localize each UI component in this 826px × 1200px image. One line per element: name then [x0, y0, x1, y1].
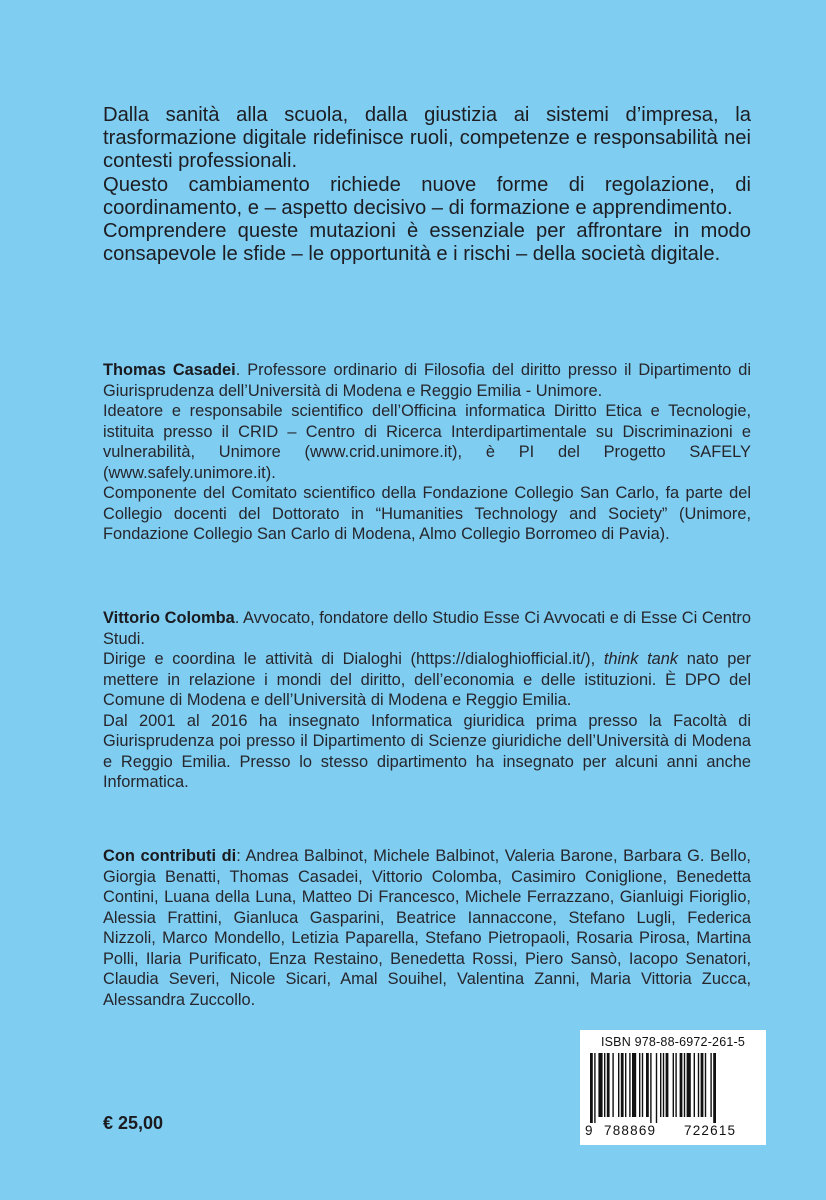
barcode-bar: [666, 1053, 669, 1117]
barcode-bar: [673, 1053, 674, 1117]
ean-right-digits: 722615: [684, 1123, 737, 1138]
ean-first-digit: 9: [585, 1123, 594, 1138]
barcode-bar: [639, 1053, 640, 1117]
barcode-bar: [710, 1053, 711, 1117]
author-name: Thomas Casadei: [103, 361, 236, 379]
contributors-label: Con contributi di: [103, 847, 237, 865]
author-bio-paragraph: Ideatore e responsabile scientifico dell’Officina informatica Diritto Etica e Tecnologie, istituita presso il CRID – Centro di Ricerca Interdipartimentale su Discriminazioni e vulnerabilità, Unimore (www.crid.unimore.it), è PI del Progetto SAFELY (www.safely.unimore.it).: [103, 402, 751, 482]
author-name: Vittorio Colomba: [103, 609, 235, 627]
barcode-bar: [705, 1053, 706, 1117]
isbn-number: ISBN 978-88-6972-261-5: [600, 1035, 746, 1049]
barcode-bar: [684, 1053, 685, 1117]
barcode-bar: [698, 1053, 699, 1117]
barcode-bar: [621, 1053, 624, 1117]
barcode-bar: [656, 1053, 657, 1123]
barcode-bar: [663, 1053, 664, 1117]
barcode-bar: [612, 1053, 613, 1117]
blurb-paragraph: Questo cambiamento richiede nuove forme di regolazione, di coordinamento, e – aspetto decisivo – di formazione e apprendimento.: [103, 173, 751, 219]
barcode-bar: [625, 1053, 626, 1117]
isbn-barcode-block: [580, 1030, 766, 1145]
barcode-bar: [594, 1053, 595, 1123]
barcode-bar: [632, 1053, 636, 1117]
barcode-icon: [590, 1053, 760, 1123]
contributors-paragraph: [103, 846, 751, 1010]
author-bio-text: nato per mettere in relazione i mondi del diritto, dell’economia e delle istituzioni. È DPO del Comune di Modena e dell’Università di Modena e Reggio Emilia.: [103, 650, 751, 709]
author-bio-text: Dirige e coordina le attività di Dialoghi (https://dialoghiofficial.it/),: [103, 650, 604, 668]
author-bio-text: . Professore ordinario di Filosofia del diritto presso il Dipartimento di Giurisprudenza dell’Università di Modena e Reggio Emilia - Unimore.: [103, 361, 752, 400]
barcode-bar: [618, 1053, 619, 1117]
author-bio-text: . Avvocato, fondatore dello Studio Esse Ci Avvocati e di Esse Ci Centro Studi.: [103, 609, 752, 648]
author-bio-paragraph: Componente del Comitato scientifico della Fondazione Collegio San Carlo, fa parte del Collegio docenti del Dottorato in “Humanities Technology and Society” (Unimore, Fondazione Collegio San Carlo di Modena, Almo Collegio Borromeo di Pavia).: [103, 484, 751, 543]
think-tank-italic: think tank: [603, 650, 679, 668]
blurb: [103, 104, 751, 266]
author-bio-casadei: [103, 360, 751, 545]
contributors-list: [103, 846, 751, 1010]
barcode-bar: [675, 1053, 676, 1117]
barcode-bar: [629, 1053, 630, 1117]
author-bio-paragraph: [103, 608, 751, 649]
author-bio-paragraph: [103, 649, 751, 711]
barcode-bar: [687, 1053, 691, 1117]
author-bio-paragraph: Dal 2001 al 2016 ha insegnato Informatica giuridica prima presso la Facoltà di Giurisprudenza poi presso il Dipartimento di Scienze giuridiche dell’Università di Modena e Reggio Emilia. Presso lo stesso dipartimento ha insegnato per alcuni anni anche Informatica.: [103, 711, 751, 791]
barcode-bar: [598, 1053, 602, 1117]
barcode-bar: [646, 1053, 649, 1117]
author-bio-paragraph: [103, 360, 751, 401]
barcode-bar: [660, 1053, 661, 1117]
price-label: € 25,00: [103, 1113, 164, 1133]
barcode-bar: [713, 1053, 716, 1123]
blurb-paragraph: Dalla sanità alla scuola, dalla giustizia ai sistemi d’impresa, la trasformazione digitale ridefinisce ruoli, competenze e responsabilità nei contesti professionali.: [103, 104, 751, 173]
barcode-bar: [680, 1053, 683, 1117]
barcode-bar: [607, 1053, 610, 1117]
ean-left-digits: 788869: [604, 1123, 657, 1138]
barcode-bar: [650, 1053, 651, 1123]
author-bio-colomba: [103, 608, 751, 793]
barcode-bar: [604, 1053, 605, 1117]
barcode-bar: [701, 1053, 704, 1117]
barcode-bar: [590, 1053, 593, 1123]
contributors-names: : Andrea Balbinot, Michele Balbinot, Valeria Barone, Barbara G. Bello, Giorgia Benatti, Thomas Casadei, Vittorio Colomba, Casimiro Coniglione, Benedetta Contini, Luana della Luna, Matteo Di Francesco, Michele Ferrazzano, Gianluigi Fioriglio, Alessia Frattini, Gianluca Gasparini, Beatrice Iannaccone, Stefano Lugli, Federica Nizzoli, Marco Mondello, Letizia Paparella, Stefano Pietropaoli, Rosaria Pirosa, Martina Polli, Ilaria Purificato, Enza Restaino, Benedetta Rossi, Piero Sansò, Iacopo Senatori, Claudia Severi, Nicole Sicari, Amal Souihel, Valentina Zanni, Maria Vittoria Zucca, Alessandra Zuccollo.: [103, 847, 751, 1009]
barcode-bar: [642, 1053, 643, 1117]
blurb-paragraph: Comprendere queste mutazioni è essenziale per affrontare in modo consapevole le sfide – le opportunità e i rischi – della società digitale.: [103, 220, 751, 266]
barcode-bar: [694, 1053, 695, 1117]
